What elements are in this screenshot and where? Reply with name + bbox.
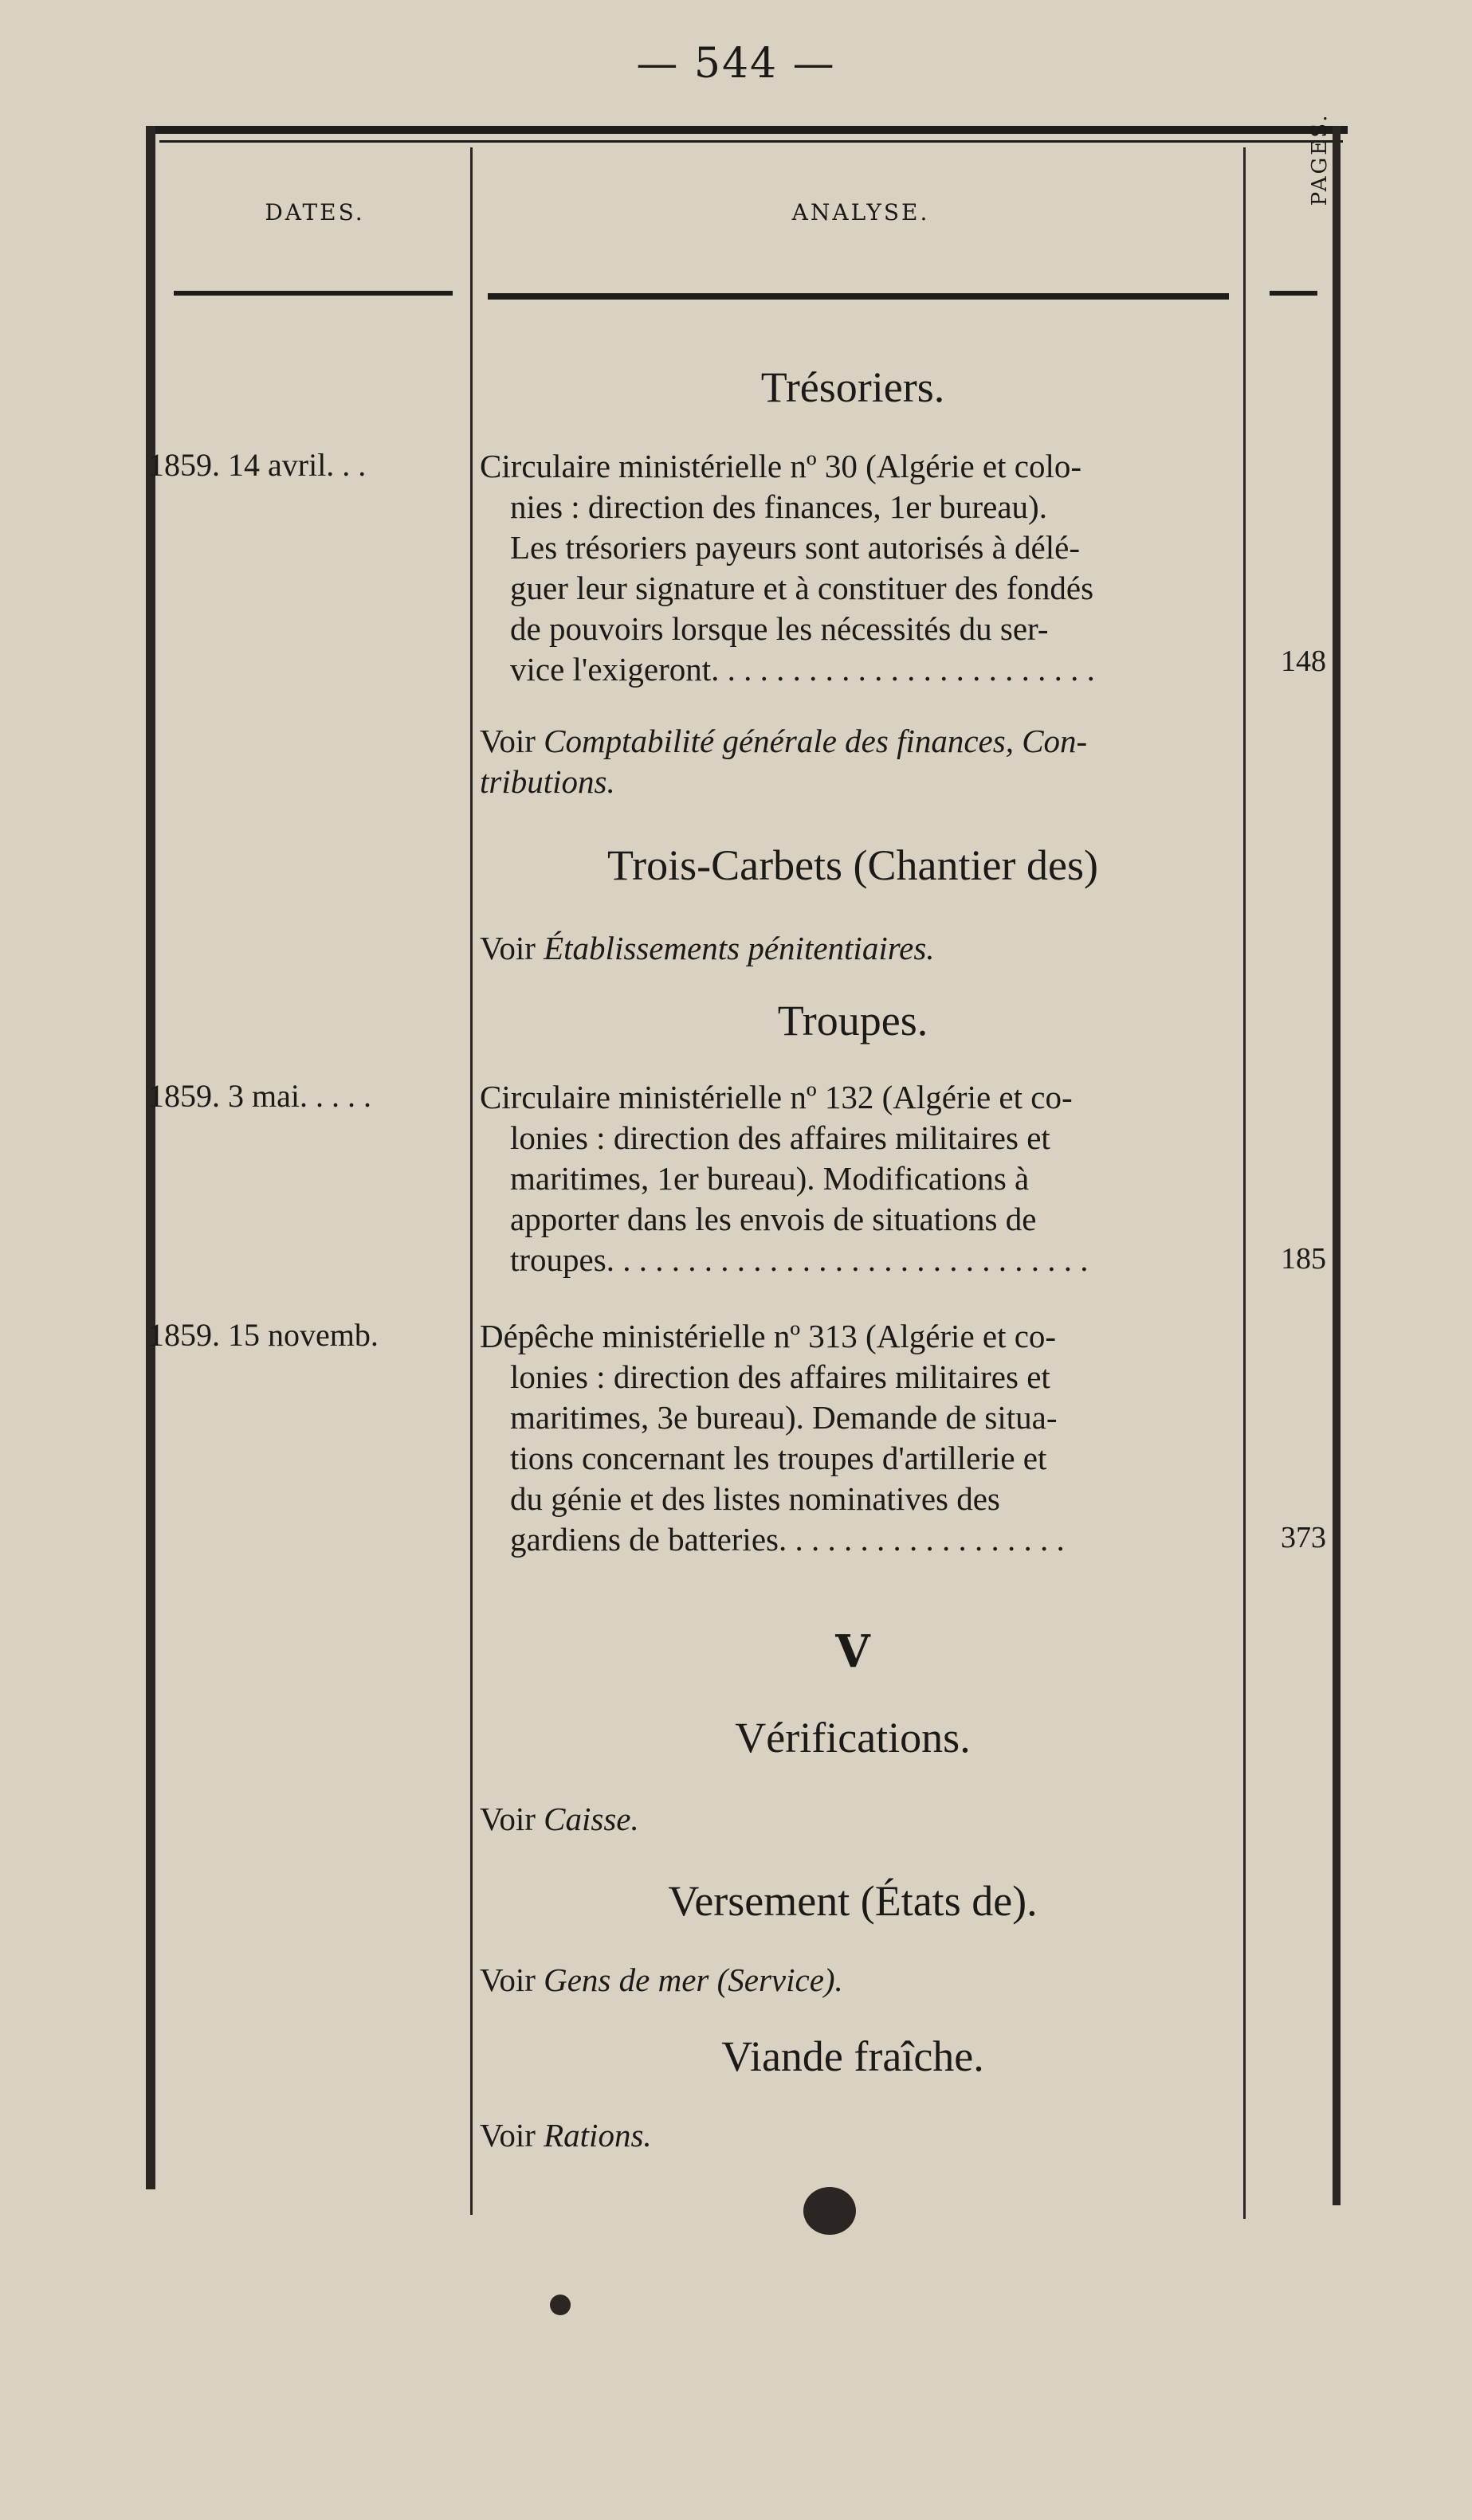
entry-page-ref: 185 (1281, 1242, 1326, 1276)
voir-label: Voir (480, 930, 536, 966)
header-underline-analyse (488, 293, 1229, 300)
section-title-verifications: Vérifications. (735, 1714, 971, 1762)
entry-date: 1859. 15 novemb. (148, 1317, 379, 1353)
entry-line: Dépêche ministérielle nº 313 (Algérie et co- (480, 1318, 1057, 1354)
voir-target: Établissements pénitentiaires. (544, 930, 935, 966)
cross-reference (480, 721, 1229, 802)
section-title-tresoriers: Trésoriers. (760, 363, 945, 411)
entry-line: nies : direction des finances, 1er bureau). (510, 488, 1047, 525)
ink-blot (803, 2187, 856, 2235)
section-title-versement: Versement (États de). (668, 1877, 1038, 1925)
table-left-border (146, 126, 155, 2189)
entry-line: tions concernant les troupes d'artillerie et (510, 1440, 1047, 1476)
section-title-troupes: Troupes. (777, 997, 928, 1044)
column-divider-pages (1243, 147, 1246, 2219)
voir-label: Voir (480, 1962, 536, 1998)
table-right-border (1333, 126, 1341, 2205)
page-number: — 544 — (636, 40, 836, 88)
voir-label: Voir (480, 723, 536, 759)
entry-page-ref: 373 (1281, 1521, 1326, 1554)
table-top-rule-thin (159, 140, 1343, 143)
entry-page-ref: 148 (1281, 645, 1326, 678)
cross-reference (480, 928, 1229, 969)
entry-line: vice l'exigeront. . . . . . . . . . . . . . . . . . . . . . . . (510, 651, 1095, 688)
entry-date: 1859. 3 mai. . . . . (148, 1078, 371, 1114)
ink-blot (550, 2295, 571, 2315)
entry-analysis (480, 446, 1234, 690)
entry-line: Circulaire ministérielle nº 132 (Algérie et co- (480, 1079, 1073, 1115)
header-underline-dates (174, 291, 453, 296)
cross-reference (480, 1960, 1229, 2001)
cross-reference (480, 1799, 1229, 1840)
entry-line: maritimes, 3e bureau). Demande de situa- (510, 1399, 1058, 1436)
dates-column-header: DATES. (265, 199, 365, 225)
voir-target: Caisse. (544, 1801, 639, 1837)
analyse-column-header: ANALYSE. (791, 199, 930, 225)
entry-line: Circulaire ministérielle nº 30 (Algérie et colo- (480, 448, 1081, 484)
voir-target: Rations. (544, 2117, 652, 2154)
voir-target-cont: tributions. (480, 763, 615, 800)
entry-line: maritimes, 1er bureau). Modifications à (510, 1160, 1030, 1197)
voir-label: Voir (480, 2117, 536, 2154)
entry-line: apporter dans les envois de situations de (510, 1201, 1037, 1237)
entry-line: troupes. . . . . . . . . . . . . . . . . . . . . . . . . . . . . . (510, 1241, 1089, 1278)
entry-analysis (480, 1077, 1234, 1280)
section-title-viande: Viande fraîche. (721, 2032, 984, 2080)
entry-line: lonies : direction des affaires militaires et (510, 1358, 1050, 1395)
entry-line: du génie et des listes nominatives des (510, 1480, 1000, 1517)
entry-line: Les trésoriers payeurs sont autorisés à délé- (510, 529, 1080, 566)
column-divider-dates (470, 147, 473, 2215)
pages-column-header: PAGES. (1308, 112, 1332, 206)
section-title-trois-carbets: Trois-Carbets (Chantier des) (607, 841, 1098, 889)
cross-reference (480, 2115, 1229, 2156)
alphabet-letter: V (835, 1625, 870, 1678)
voir-target: Gens de mer (Service). (544, 1962, 843, 1998)
header-underline-pages (1270, 291, 1317, 296)
entry-line: lonies : direction des affaires militaires et (510, 1119, 1050, 1156)
entry-line: gardiens de batteries. . . . . . . . . . . . . . . . . . (510, 1521, 1065, 1558)
table-top-rule (146, 126, 1348, 134)
entry-line: de pouvoirs lorsque les nécessités du ser- (510, 610, 1049, 647)
voir-target: Comptabilité générale des finances, Con- (544, 723, 1088, 759)
entry-date: 1859. 14 avril. . . (148, 447, 367, 483)
entry-line: guer leur signature et à constituer des fondés (510, 570, 1094, 606)
entry-analysis (480, 1316, 1234, 1560)
voir-label: Voir (480, 1801, 536, 1837)
